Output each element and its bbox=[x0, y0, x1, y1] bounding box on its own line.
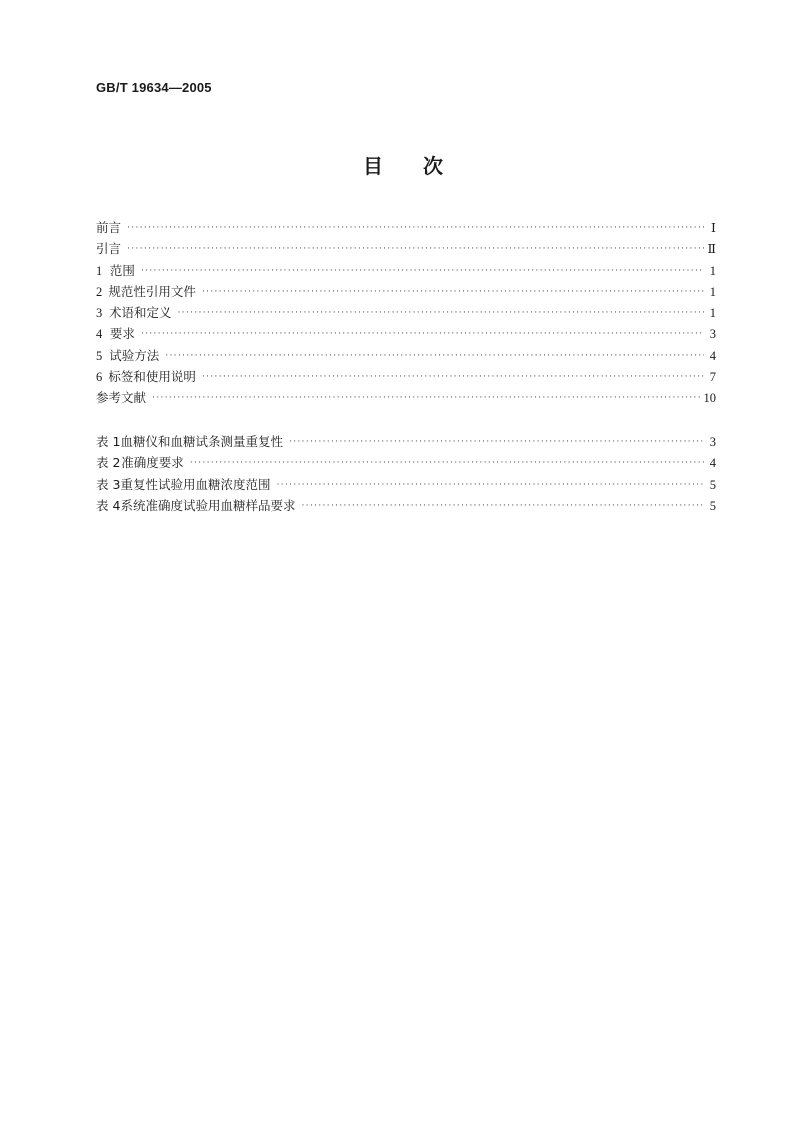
table-entry-4[interactable] bbox=[96, 496, 716, 517]
standard-code: GB/T 19634—2005 bbox=[96, 80, 212, 95]
toc-entry-normative-references[interactable] bbox=[96, 282, 716, 303]
toc-entry-number: 5 bbox=[96, 348, 103, 363]
dot-leader bbox=[141, 328, 704, 338]
dot-leader bbox=[190, 457, 704, 467]
table-entry-label: 血糖仪和血糖试条测量重复性 bbox=[120, 434, 283, 449]
toc-entry-scope[interactable] bbox=[96, 261, 716, 282]
toc-entry-introduction[interactable] bbox=[96, 239, 716, 260]
toc-entry-page: Ⅰ bbox=[711, 221, 716, 235]
page-title-char-1: 目 bbox=[363, 154, 383, 178]
toc-entry-page: 1 bbox=[709, 306, 716, 321]
table-entry-page: 4 bbox=[709, 456, 716, 471]
table-entry-number: 表 4 bbox=[96, 497, 121, 513]
table-of-contents bbox=[96, 218, 716, 410]
toc-entry-test-methods[interactable] bbox=[96, 346, 716, 367]
toc-entry-label: 规范性引用文件 bbox=[108, 283, 196, 299]
toc-entry-page: 7 bbox=[709, 370, 716, 385]
toc-entry-requirements[interactable] bbox=[96, 324, 716, 345]
toc-entry-label: 标签和使用说明 bbox=[108, 369, 196, 385]
toc-entry-number: 6 bbox=[96, 370, 103, 385]
dot-leader bbox=[202, 286, 704, 296]
dot-leader bbox=[127, 243, 703, 253]
toc-entry-label: 前言 bbox=[96, 220, 122, 235]
page-title-char-2: 次 bbox=[423, 154, 443, 178]
dot-leader bbox=[127, 222, 704, 232]
toc-entry-number: 1 bbox=[96, 263, 103, 278]
table-entry-number: 表 2 bbox=[96, 455, 121, 471]
table-entry-2[interactable] bbox=[96, 453, 716, 474]
dot-leader bbox=[301, 500, 704, 510]
toc-entry-page: Ⅱ bbox=[707, 242, 716, 257]
table-entry-number: 表 3 bbox=[96, 476, 121, 492]
table-entry-page: 5 bbox=[709, 477, 716, 492]
toc-entry-bibliography[interactable] bbox=[96, 388, 716, 409]
toc-entry-label: 试验方法 bbox=[109, 347, 160, 363]
dot-leader bbox=[165, 350, 704, 360]
toc-entry-page: 10 bbox=[703, 391, 716, 406]
list-of-tables bbox=[96, 432, 716, 517]
dot-leader bbox=[289, 436, 704, 446]
table-entry-page: 3 bbox=[709, 435, 716, 449]
toc-entry-foreword[interactable] bbox=[96, 218, 716, 239]
toc-entry-page: 3 bbox=[709, 327, 716, 342]
toc-entry-labeling[interactable] bbox=[96, 367, 716, 388]
dot-leader bbox=[152, 392, 699, 402]
table-entry-label: 重复性试验用血糖浓度范围 bbox=[120, 476, 271, 492]
table-entry-number: 表 1 bbox=[96, 434, 121, 449]
table-entry-page: 5 bbox=[709, 498, 716, 513]
toc-entry-page: 1 bbox=[709, 263, 716, 278]
table-entry-3[interactable] bbox=[96, 475, 716, 496]
table-entry-label: 系统准确度试验用血糖样品要求 bbox=[120, 497, 296, 513]
dot-leader bbox=[202, 371, 704, 381]
toc-entry-number: 3 bbox=[96, 306, 103, 321]
toc-entry-terms-definitions[interactable] bbox=[96, 303, 716, 324]
dot-leader bbox=[276, 479, 704, 489]
toc-entry-label: 范围 bbox=[109, 262, 135, 278]
table-entry-label: 准确度要求 bbox=[121, 455, 184, 471]
page-title bbox=[0, 150, 806, 179]
table-entry-1[interactable] bbox=[96, 432, 716, 453]
dot-leader bbox=[177, 307, 704, 317]
toc-entry-page: 4 bbox=[709, 348, 716, 363]
toc-entry-label: 要求 bbox=[109, 326, 135, 342]
toc-entry-page: 1 bbox=[709, 284, 716, 299]
toc-entry-label: 引言 bbox=[96, 241, 122, 257]
toc-entry-label: 术语和定义 bbox=[108, 305, 172, 321]
dot-leader bbox=[141, 265, 704, 275]
toc-entry-number: 4 bbox=[96, 327, 103, 342]
toc-entry-number: 2 bbox=[96, 284, 103, 299]
toc-entry-label: 参考文献 bbox=[96, 390, 147, 406]
